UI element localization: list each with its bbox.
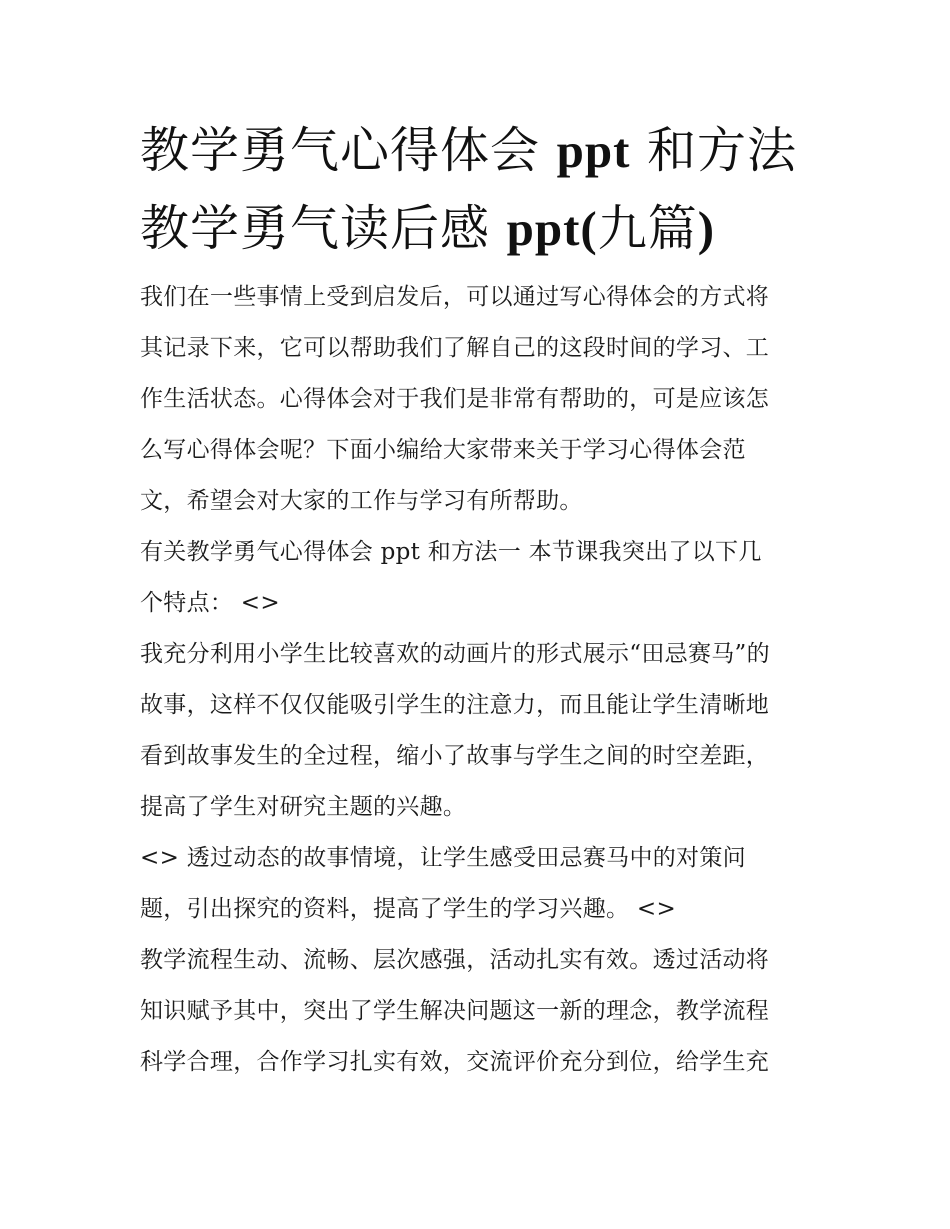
- paragraph-line: 科学合理，合作学习扎实有效，交流评价充分到位，给学生充: [140, 1049, 770, 1075]
- paragraph-line: 文，希望会对大家的工作与学习有所帮助。: [140, 488, 583, 514]
- paragraph-line: 教学流程生动、流畅、层次感强，活动扎实有效。透过活动将: [140, 947, 770, 973]
- paragraph-line: 么写心得体会呢？下面小编给大家带来关于学习心得体会范: [140, 437, 746, 463]
- paragraph-intro: [140, 272, 812, 527]
- paragraph-story-context: [140, 833, 812, 935]
- document-content: [140, 112, 812, 1088]
- paragraph-line: 作生活状态。心得体会对于我们是非常有帮助的，可是应该怎: [140, 386, 770, 412]
- paragraph-teaching-flow: [140, 935, 812, 1088]
- paragraph-line: 有关教学勇气心得体会 ppt 和方法一 本节课我突出了以下几: [140, 539, 762, 565]
- paragraph-line: <> 透过动态的故事情境，让学生感受田忌赛马中的对策问: [140, 845, 746, 871]
- paragraph-line: 其记录下来，它可以帮助我们了解自己的这段时间的学习、工: [140, 335, 770, 361]
- paragraph-line: 知识赋予其中，突出了学生解决问题这一新的理念，教学流程: [140, 998, 770, 1024]
- title-line-2: 教学勇气读后感 ppt(九篇): [140, 200, 716, 257]
- title-line-1: 教学勇气心得体会 ppt 和方法: [140, 122, 797, 179]
- paragraph-animation: [140, 629, 812, 833]
- document-title: [140, 112, 812, 268]
- paragraph-line: 故事，这样不仅仅能吸引学生的注意力，而且能让学生清晰地: [140, 692, 770, 718]
- paragraph-section-heading: [140, 527, 812, 629]
- paragraph-line: 提高了学生对研究主题的兴趣。: [140, 794, 467, 820]
- paragraph-line: 我们在一些事情上受到启发后，可以通过写心得体会的方式将: [140, 284, 770, 310]
- paragraph-line: 个特点： <>: [140, 590, 280, 616]
- paragraph-line: 题，引出探究的资料，提高了学生的学习兴趣。 <>: [140, 896, 677, 922]
- paragraph-line: 看到故事发生的全过程，缩小了故事与学生之间的时空差距，: [140, 743, 770, 769]
- paragraph-line: 我充分利用小学生比较喜欢的动画片的形式展示“田忌赛马”的: [140, 641, 770, 667]
